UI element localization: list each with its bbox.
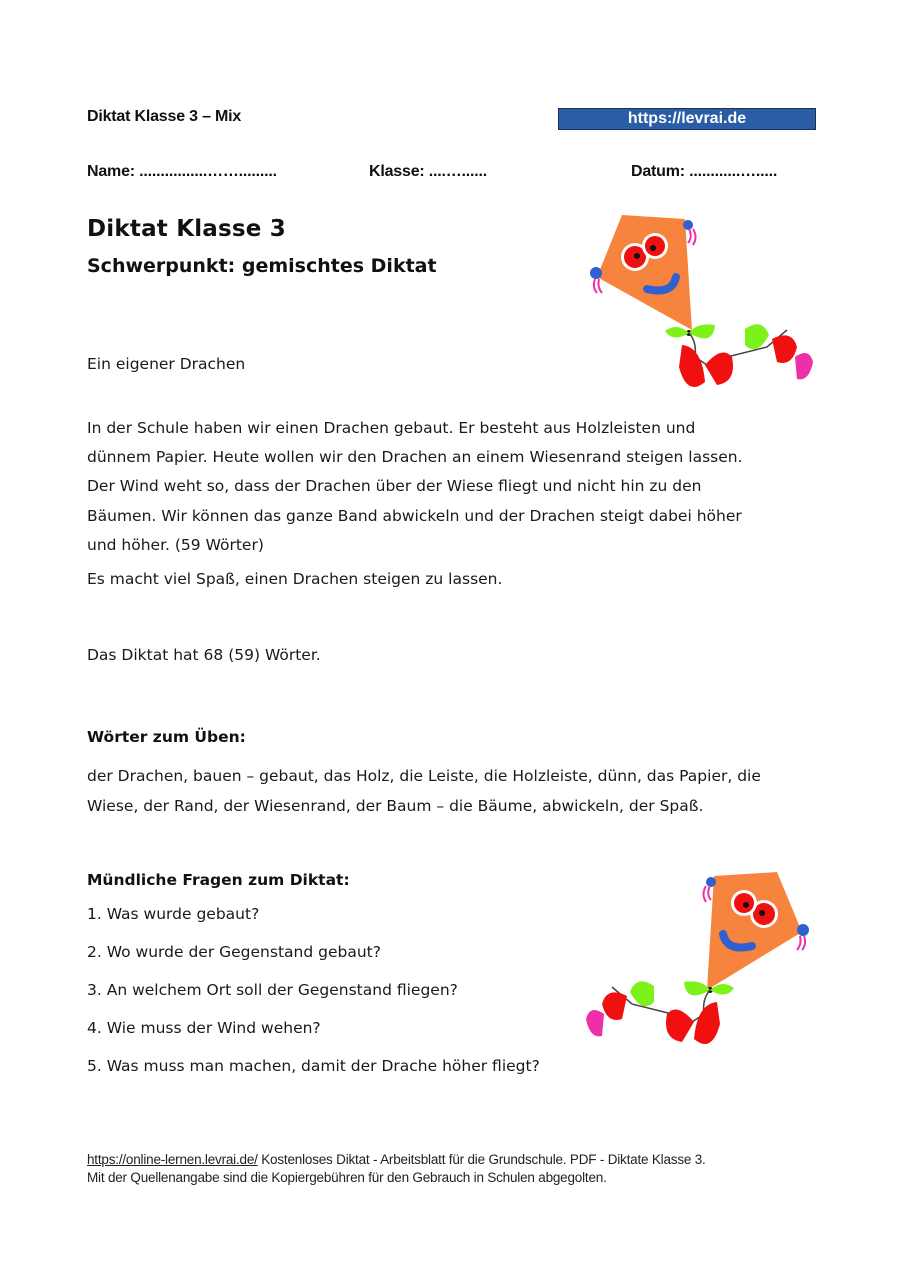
question-item: 2. Wo wurde der Gegenstand gebaut? <box>87 943 381 961</box>
oral-questions-list <box>87 905 540 1095</box>
dictation-line: dünnem Papier. Heute wollen wir den Drachen an einem Wiesenrand steigen lassen. <box>87 448 743 467</box>
practice-words-list <box>87 762 827 821</box>
question-item: 1. Was wurde gebaut? <box>87 905 260 923</box>
page-subtitle: Schwerpunkt: gemischtes Diktat <box>87 255 437 277</box>
extra-sentence: Es macht viel Spaß, einen Drachen steigen zu lassen. <box>87 570 503 588</box>
dictation-line: und höher. (59 Wörter) <box>87 535 264 554</box>
oral-questions-heading: Mündliche Fragen zum Diktat: <box>87 871 350 889</box>
practice-words-line: der Drachen, bauen – gebaut, das Holz, die Leiste, die Holzleiste, dünn, das Papier, die <box>87 767 761 785</box>
dictation-text <box>87 414 817 560</box>
class-field: Klasse: ....…...... <box>369 163 488 180</box>
footer-source-link[interactable]: https://online-lernen.levrai.de/ <box>87 1152 258 1167</box>
footer-line-2: Mit der Quellenangabe sind die Kopiergebühren für den Gebrauch in Schulen abgegolten. <box>87 1170 607 1185</box>
word-count: Das Diktat hat 68 (59) Wörter. <box>87 646 321 664</box>
page-title: Diktat Klasse 3 <box>87 216 287 242</box>
question-item: 5. Was muss man machen, damit der Drache höher fliegt? <box>87 1057 540 1075</box>
worksheet-header-title: Diktat Klasse 3 – Mix <box>87 108 242 125</box>
dictation-line: Bäumen. Wir können das ganze Band abwickeln und der Drachen steigt dabei höher <box>87 506 742 525</box>
question-item: 4. Wie muss der Wind wehen? <box>87 1019 321 1037</box>
date-field: Datum: ............…..... <box>631 163 778 180</box>
footer-line-1 <box>87 1151 706 1169</box>
name-field: Name: ................……......... <box>87 163 277 180</box>
dictation-line: In der Schule haben wir einen Drachen gebaut. Er besteht aus Holzleisten und <box>87 419 696 437</box>
footer <box>87 1151 706 1187</box>
dictation-line: Der Wind weht so, dass der Drachen über der Wiese fliegt und nicht hin zu den <box>87 477 702 496</box>
story-title: Ein eigener Drachen <box>87 355 246 373</box>
kite-illustration-top <box>577 207 817 397</box>
site-link-badge[interactable]: https://levrai.de <box>558 108 816 130</box>
practice-words-heading: Wörter zum Üben: <box>87 728 246 746</box>
kite-illustration-bottom <box>582 862 822 1057</box>
footer-description: Kostenloses Diktat - Arbeitsblatt für die Grundschule. PDF - Diktate Klasse 3. <box>257 1152 706 1167</box>
practice-words-line: Wiese, der Rand, der Wiesenrand, der Baum – die Bäume, abwickeln, der Spaß. <box>87 796 704 815</box>
question-item: 3. An welchem Ort soll der Gegenstand fliegen? <box>87 981 458 999</box>
